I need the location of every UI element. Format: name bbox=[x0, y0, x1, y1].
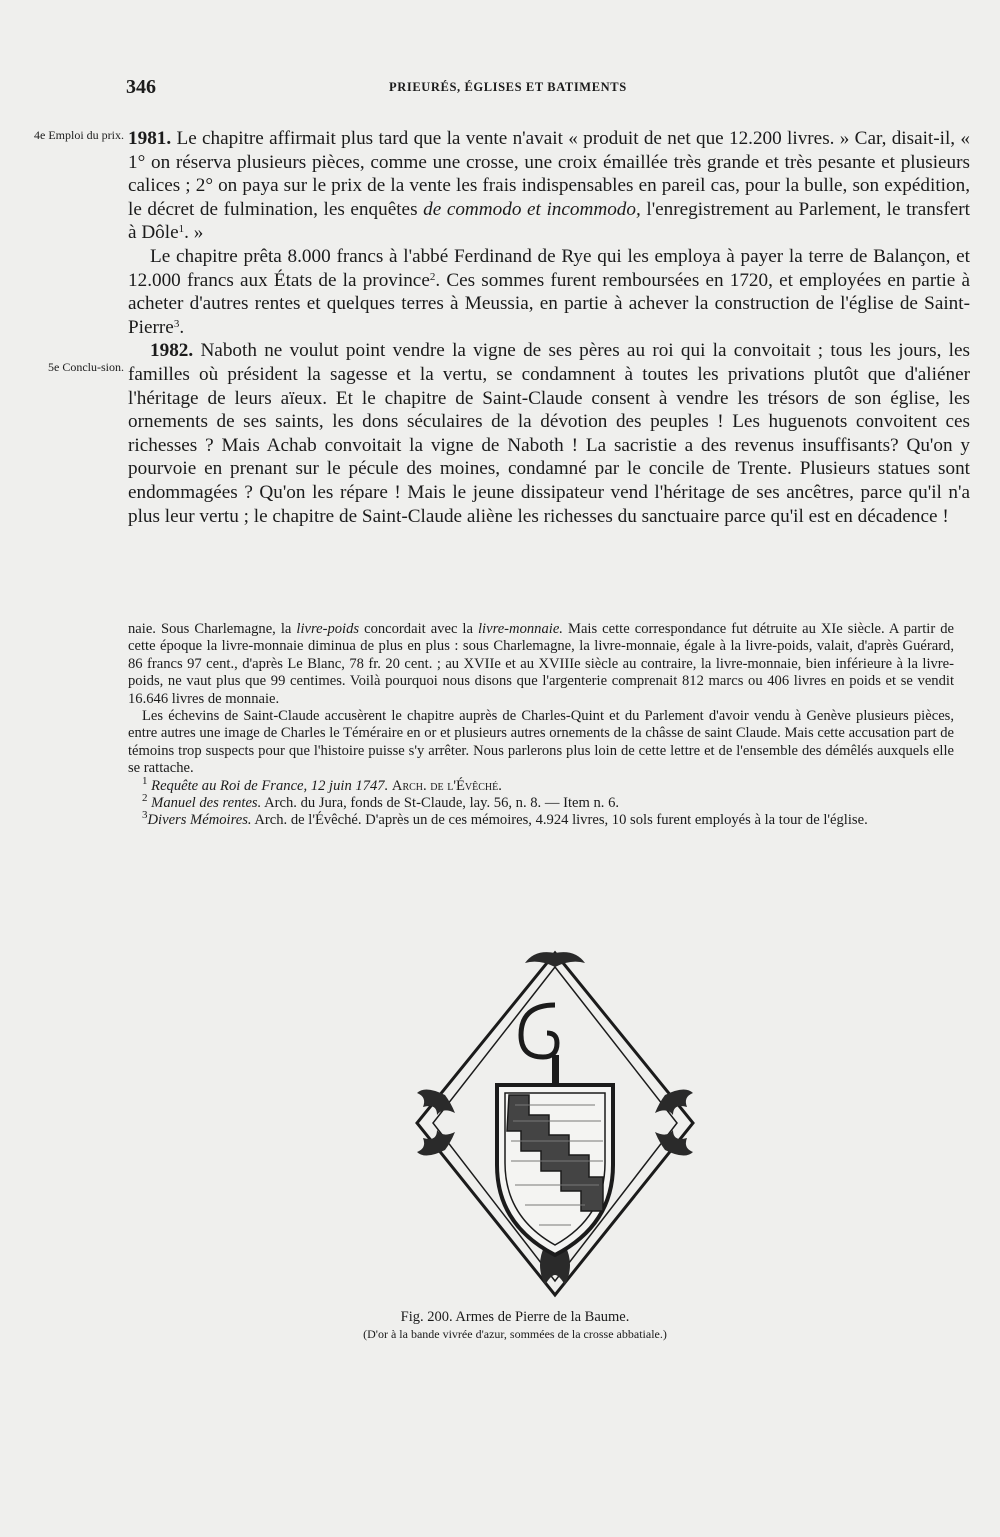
italic-text: livre-monnaie. bbox=[477, 621, 563, 637]
text-run: Arch. de l'Évêché. D'après un de ces mémoires, 4.924 livres, 10 sols furent employés à la tour de l'église. bbox=[254, 812, 868, 829]
paragraph-pret bbox=[128, 245, 970, 339]
text-run: Le chapitre prêta 8.000 francs à l'abbé Ferdinand de Rye qui les employa à payer la terre de Balançon, et 12.000 francs aux États de la province bbox=[128, 245, 970, 291]
italic-text: livre-poids bbox=[296, 621, 360, 637]
text-run: concordait avec la bbox=[359, 621, 478, 637]
notes-block bbox=[128, 621, 954, 830]
text-run: . bbox=[179, 316, 185, 338]
footnote-mark: 1 bbox=[142, 774, 148, 787]
caption-subtitle: (D'or à la bande vivrée d'azur, sommées de la crosse abbatiale.) bbox=[363, 1327, 667, 1341]
page-number: 346 bbox=[126, 76, 156, 98]
coat-of-arms-illustration bbox=[405, 945, 705, 1305]
figure-caption bbox=[250, 1308, 780, 1342]
coat-of-arms-figure bbox=[405, 945, 705, 1305]
text-run: Arch. du Jura, fonds de St-Claude, lay. 56, n. 8. — Item n. 6. bbox=[264, 795, 620, 812]
running-title: PRIEURÉS, ÉGLISES ET BATIMENTS bbox=[389, 80, 627, 94]
footnote-2 bbox=[128, 792, 954, 812]
note-livre bbox=[128, 621, 954, 708]
text-run: . » bbox=[184, 222, 204, 244]
paragraph-1982 bbox=[128, 339, 970, 528]
italic-text: Divers Mémoires. bbox=[147, 812, 252, 829]
footnote-1 bbox=[128, 774, 954, 795]
paragraph-number: 1981. bbox=[128, 128, 172, 149]
italic-text: Manuel des rentes. bbox=[151, 795, 262, 812]
body-text bbox=[128, 127, 970, 528]
note-echevins: Les échevins de Saint-Claude accusèrent le chapitre auprès de Charles-Quint et du Parlement d'avoir vendu à Genève plusieurs pièces, entre autres une image de Charles le Téméraire en or et plusieurs autres ornements de la châsse de saint Claude. Mais cette accusation part de témoins trop suspects pour que l'histoire puisse s'y arrêter. Nous parlerons plus loin de cette lettre et de l'ensemble des démêlés auxquels elle se rattache. bbox=[128, 708, 954, 777]
caption-title: Fig. 200. Armes de Pierre de la Baume. bbox=[400, 1309, 630, 1325]
text-run: naie. Sous Charlemagne, la bbox=[128, 621, 297, 637]
paragraph-1981 bbox=[128, 127, 970, 245]
footnote-ref: 2 bbox=[429, 270, 436, 283]
italic-text: de commodo et incommodo, bbox=[423, 198, 641, 220]
footnote-ref: 3 bbox=[173, 317, 180, 330]
text-run: l'enregistrement au Parlement, le transfert à Dôle bbox=[128, 198, 970, 244]
text-run: Le chapitre affirmait plus tard que la vente n'avait « produit de net que 12.200 livres. » Car, disait-il, « 1° on réserva plusieurs pièces, comme une crosse, une croix émaillée très grande et très pesante et plusieurs calices ; 2° on paya sur le prix de la vente les frais indispensables en pareil cas, pour la bulle, son expédition, le décret de fulmination, les enquêtes bbox=[128, 128, 970, 220]
footnote-3 bbox=[128, 809, 954, 829]
margin-note-emploi: 4e Emploi du prix. bbox=[34, 128, 124, 142]
running-head bbox=[126, 76, 686, 100]
italic-text: Requête au Roi de France, 12 juin 1747. bbox=[151, 777, 389, 794]
paragraph-number: 1982. bbox=[150, 340, 194, 362]
footnote-mark: 3 bbox=[142, 809, 148, 822]
text-run: Naboth ne voulut point vendre la vigne de ses pères au roi qui la convoitait ; tous les jours, les familles où président la sagesse et la vertu, se condamnent à toutes les privations plutôt que d'aliéner l'héritage de leurs aïeux. Et le chapitre de Saint-Claude consent à vendre les trésors de son église, les ornements de ses saints, les dons séculaires de la dévotion des peuples ! Les huguenots convoitent ces richesses ? Mais Achab convoitait la vigne de Naboth ! La sacristie a des revenus insuffisants? Qu'on y pourvoie en prenant sur le pécule des moines, condamné par le concile de Trente. Plusieurs statues sont endommagées ? Qu'on les répare ! Mais le jeune dissipateur vend l'héritage de ses ancêtres, parce qu'il n'a plus leur vertu ; le chapitre de Saint-Claude aliène les richesses du sanctuaire parce qu'il est en décadence ! bbox=[128, 340, 970, 527]
text-run: Mais cette correspondance fut détruite au XIe siècle. A partir de cette époque la livre-monnaie diminua de plus en plus : sous Charlemagne, la livre-monnaie, égale à la livre-poids, valait, d'après Guérard, 86 francs 97 cent., d'après Le Blanc, 78 fr. 20 cent. ; au XVIIe et au XVIIIe siècle au contraire, la livre-monnaie, bien inférieure à la livre-poids, ne vaut plus que 99 centimes. Voilà pourquoi nous disons que l'argenterie comprenait 812 marcs ou 406 livres en poids et se vendit 16.646 livres de monnaie. bbox=[128, 621, 954, 707]
footnote-mark: 2 bbox=[142, 792, 148, 805]
footnote-ref: 1 bbox=[178, 223, 185, 236]
text-run: . Ces sommes furent remboursées en 1720, et employées en partie à acheter d'autres rentes et quelques terres à Meussia, en partie à achever la construction de l'église de Saint-Pierre bbox=[128, 269, 970, 338]
margin-note-conclusion: 5e Conclu-sion. bbox=[48, 360, 124, 374]
text-run: Arch. de l'Évêché. bbox=[391, 777, 502, 794]
